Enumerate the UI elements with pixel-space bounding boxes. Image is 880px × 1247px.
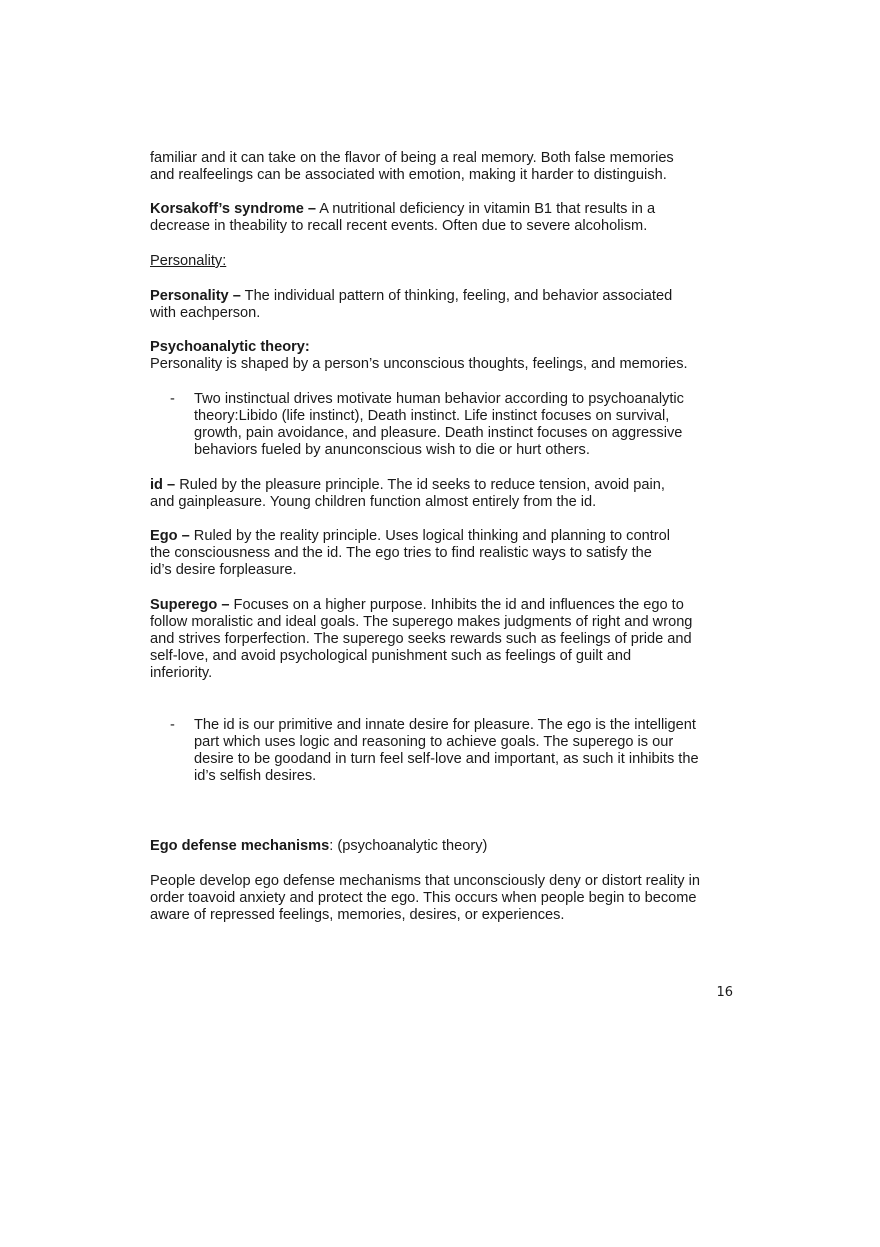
- superego-definition-line: self-love, and avoid psychological punishment such as feelings of guilt and: [150, 648, 632, 664]
- intro-line: familiar and it can take on the flavor of being a real memory. Both false memories: [150, 150, 674, 166]
- ego-paragraph: [150, 528, 730, 579]
- intro-paragraph: [150, 150, 730, 184]
- psychoanalytic-paragraph: [150, 339, 730, 373]
- superego-term: Superego –: [150, 597, 230, 613]
- id-definition: Ruled by the pleasure principle. The id seeks to reduce tension, avoid pain,: [175, 477, 665, 493]
- intro-line: and realfeelings can be associated with emotion, making it harder to distinguish.: [150, 167, 667, 183]
- superego-definition-line: follow moralistic and ideal goals. The superego makes judgments of right and wrong: [150, 614, 693, 630]
- id-paragraph: [150, 477, 730, 511]
- personality-paragraph: [150, 288, 730, 322]
- psychoanalytic-text: Personality is shaped by a person’s unconscious thoughts, feelings, and memories.: [150, 356, 688, 372]
- superego-definition: Focuses on a higher purpose. Inhibits the id and influences the ego to: [229, 597, 684, 613]
- page-number: 16: [716, 985, 733, 1000]
- ego-definition-line: id’s desire forpleasure.: [150, 562, 297, 578]
- list-item: [150, 391, 730, 461]
- defense-line: aware of repressed feelings, memories, desires, or experiences.: [150, 907, 565, 923]
- defense-term: Ego defense mechanisms: [150, 838, 330, 854]
- superego-paragraph: [150, 597, 730, 682]
- id-definition-line: and gainpleasure. Young children function almost entirely from the id.: [150, 494, 597, 510]
- psychoanalytic-heading: Psychoanalytic theory:: [150, 339, 310, 355]
- korsakoff-definition-line: decrease in theability to recall recent events. Often due to severe alcoholism.: [150, 218, 648, 234]
- personality-definition-line: with eachperson.: [150, 305, 261, 321]
- korsakoff-definition: A nutritional deficiency in vitamin B1 that results in a: [315, 201, 656, 217]
- bullet-dash: -: [170, 717, 175, 733]
- bullet-line: theory:Libido (life instinct), Death instinct. Life instinct focuses on survival,: [194, 408, 670, 424]
- bullet-line: part which uses logic and reasoning to achieve goals. The superego is our: [194, 734, 674, 750]
- ego-term: Ego –: [150, 528, 190, 544]
- personality-section-heading: [150, 253, 730, 270]
- defense-line: order toavoid anxiety and protect the ego. This occurs when people begin to become: [150, 890, 697, 906]
- ego-definition-line: the consciousness and the id. The ego tries to find realistic ways to satisfy the: [150, 545, 652, 561]
- section-heading: Personality:: [150, 253, 227, 269]
- superego-definition-line: inferiority.: [150, 665, 213, 681]
- bullet-dash: -: [170, 391, 175, 407]
- defense-heading: [150, 838, 730, 855]
- bullet-line: Two instinctual drives motivate human behavior according to psychoanalytic: [194, 391, 684, 407]
- ego-definition: Ruled by the reality principle. Uses logical thinking and planning to control: [189, 528, 670, 544]
- korsakoff-paragraph: [150, 201, 730, 235]
- defense-line: People develop ego defense mechanisms that unconsciously deny or distort reality in: [150, 873, 701, 889]
- defense-paragraph: [150, 873, 730, 924]
- personality-term: Personality –: [150, 288, 241, 304]
- bullet-line: id’s selfish desires.: [194, 768, 317, 784]
- bullet-line: desire to be goodand in turn feel self-love and important, as such it inhibits the: [194, 751, 699, 767]
- superego-definition-line: and strives forperfection. The superego seeks rewards such as feelings of pride and: [150, 631, 692, 647]
- list-item: [150, 717, 730, 787]
- bullet-line: behaviors fueled by anunconscious wish to die or hurt others.: [194, 442, 590, 458]
- id-term: id –: [150, 477, 176, 493]
- bullet-line: growth, pain avoidance, and pleasure. Death instinct focuses on aggressive: [194, 425, 683, 441]
- defense-qualifier: : (psychoanalytic theory): [329, 838, 488, 854]
- korsakoff-term: Korsakoff’s syndrome –: [150, 201, 316, 217]
- personality-definition: The individual pattern of thinking, feeling, and behavior associated: [240, 288, 673, 304]
- bullet-line: The id is our primitive and innate desire for pleasure. The ego is the intelligent: [194, 717, 696, 733]
